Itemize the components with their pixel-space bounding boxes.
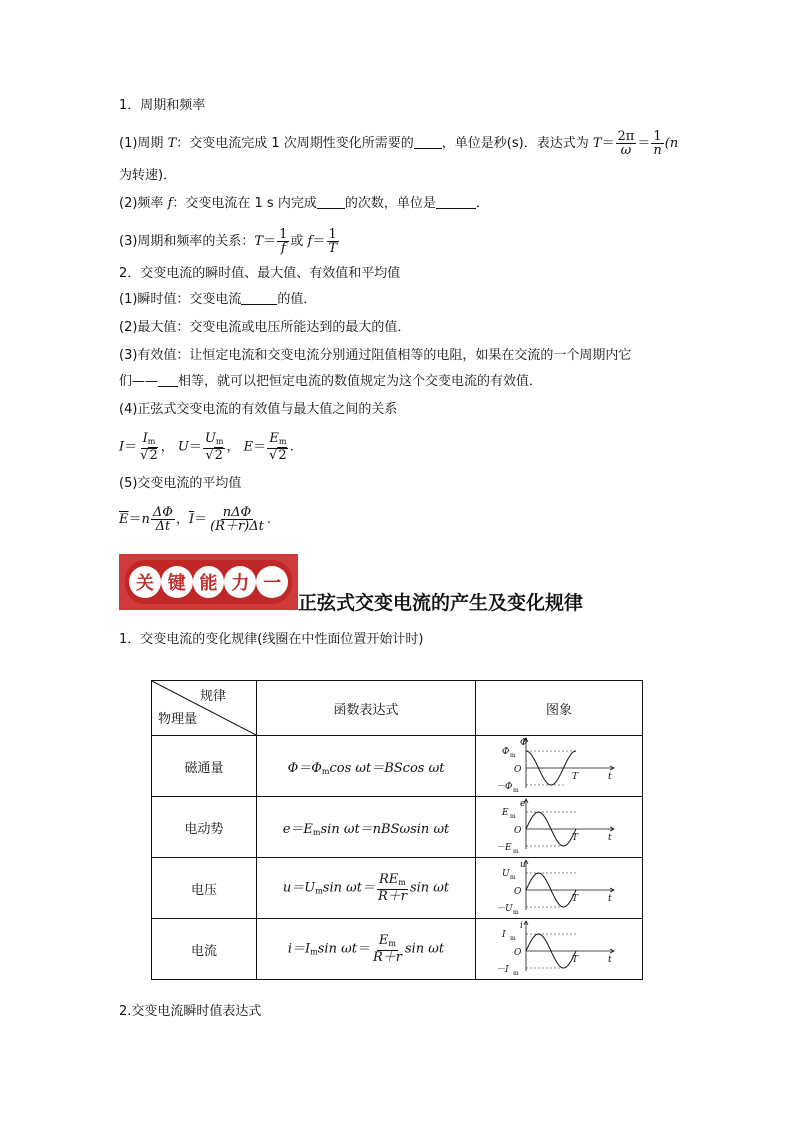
max-label: E: [502, 808, 509, 818]
blank-period[interactable]: [414, 136, 442, 149]
min-label: －I: [496, 965, 509, 975]
effective-max-relation: I＝ $\frac{I_m}{√2}$ ， U＝ $\frac{U_m}{√2}$ ， E＝ $\frac{E_m}{√2}$ .: [119, 431, 294, 463]
key-ability-banner: [119, 554, 298, 610]
relation-line: (3)周期和频率的关系：T＝ $\frac{1}{f}$ 或 f＝ $\frac{1}{T}$: [119, 227, 338, 256]
row-name-current: 电流: [152, 919, 257, 980]
fraction-2pi-omega: $\frac{2\pi}{\omega}$: [617, 129, 635, 158]
current-graph: [494, 919, 624, 975]
max-sub: m: [510, 935, 516, 942]
min-sub: m: [513, 909, 519, 914]
relation-title: (4)正弦式交变电流的有效值与最大值之间的关系: [119, 402, 398, 417]
fraction-1-n: $\frac{1}{n}$: [653, 129, 662, 158]
row-formula-emf: $e=E_m\sin$ ωt＝nBSωsin ωt: [257, 797, 476, 858]
flux-graph: [494, 736, 624, 792]
origin-label: O: [514, 887, 522, 897]
fraction-1-f: $\frac{1}{f}$: [279, 227, 288, 256]
banner-char: 能: [193, 566, 225, 598]
banner-char: 一: [256, 566, 288, 598]
period-line: (1)周期 T：交变电流完成 1 次周期性变化所需要的 ，单位是秒(s)．表达式为 T＝ $\frac{2\pi}{\omega}$ ＝ $\frac{1}{n}$ (n: [119, 129, 679, 158]
table-2-title: 2.交变电流瞬时值表达式: [119, 1004, 262, 1019]
average-formula: $\overline{E}=n$ $\frac{\Delta\Phi}{\Delta t}$ ，$\overline{I}=$ $\frac{\text{nΔΦ}}{(R+r)\Delta t}$ .: [119, 505, 272, 534]
row-graph-flux: [476, 736, 643, 797]
blank-frequency-unit[interactable]: [436, 196, 476, 209]
banner-char: 键: [161, 566, 193, 598]
period-label: T: [572, 772, 579, 782]
row-formula-voltage: $u=U_m\sin$ ωt＝ $\frac{RE_m}{R+r}$ sin ωt: [257, 858, 476, 919]
banner-char: 力: [224, 566, 256, 598]
min-label: －U: [496, 904, 513, 914]
header-graph: 图象: [476, 681, 643, 736]
row-graph-voltage: [476, 858, 643, 919]
period-label: T: [572, 833, 579, 843]
voltage-graph: [494, 858, 624, 914]
fraction-1-T: $\frac{1}{T}$: [328, 227, 338, 256]
blank-effective[interactable]: [158, 374, 178, 387]
diagonal-header-cell: 规律 物理量: [152, 681, 257, 736]
origin-label: O: [514, 948, 522, 958]
period-line-cont: 为转速)．: [119, 168, 177, 183]
min-sub: m: [513, 787, 519, 792]
time-label: t: [608, 772, 612, 782]
table-1-title: 1．交变电流的变化规律(线圈在中性面位置开始计时): [119, 632, 424, 647]
axis-label: e: [520, 799, 526, 809]
emf-graph: [494, 797, 624, 853]
row-formula-current: $i=I_m\sin$ ωt＝ $\frac{E_m}{R+r}$ sin ωt: [257, 919, 476, 980]
section-heading: 正弦式交变电流的产生及变化规律: [298, 592, 584, 614]
average-title: (5)交变电流的平均值: [119, 476, 242, 491]
max-label: I: [502, 930, 506, 940]
blank-instant[interactable]: [241, 292, 277, 305]
effective-value-line-cont: 们—— 相等，就可以把恒定电流的数值规定为这个交变电流的有效值．: [119, 374, 543, 389]
min-sub: m: [513, 970, 519, 975]
origin-label: O: [514, 826, 522, 836]
min-label: －Φ: [496, 782, 513, 792]
axis-label: i: [520, 921, 523, 931]
row-graph-current: [476, 919, 643, 980]
max-label: Φ: [502, 747, 510, 757]
banner-char: 关: [129, 566, 161, 598]
blank-frequency-count[interactable]: [317, 196, 345, 209]
time-label: t: [608, 894, 612, 904]
variation-law-table: [151, 680, 643, 980]
row-formula-flux: $\Phi=\Phi_m\cos$ ωt＝BScos ωt: [257, 736, 476, 797]
time-label: t: [608, 955, 612, 965]
row-name-emf: 电动势: [152, 797, 257, 858]
effective-value-line: (3)有效值：让恒定电流和交变电流分别通过阻值相等的电阻，如果在交流的一个周期内它: [119, 348, 632, 363]
origin-label: O: [514, 765, 522, 775]
max-sub: m: [510, 752, 516, 759]
period-label: T: [572, 894, 579, 904]
max-sub: m: [510, 874, 516, 881]
row-graph-emf: [476, 797, 643, 858]
frequency-line: (2)频率 f：交变电流在 1 s 内完成 的次数，单位是 ．: [119, 196, 489, 211]
section-2-title: 2．交变电流的瞬时值、最大值、有效值和平均值: [119, 266, 401, 281]
max-value-line: (2)最大值：交变电流或电压所能达到的最大的值．: [119, 320, 411, 335]
max-sub: m: [510, 813, 516, 820]
axis-label: Φ: [520, 738, 528, 748]
row-name-flux: 磁通量: [152, 736, 257, 797]
period-label: T: [572, 955, 579, 965]
section-1-title: 1．周期和频率: [119, 98, 206, 113]
min-sub: m: [513, 848, 519, 853]
instant-value-line: (1)瞬时值：交变电流 的值．: [119, 292, 317, 307]
max-label: U: [502, 869, 510, 879]
header-formula: 函数表达式: [257, 681, 476, 736]
axis-label: u: [520, 860, 526, 870]
time-label: t: [608, 833, 612, 843]
row-name-voltage: 电压: [152, 858, 257, 919]
min-label: －E: [496, 843, 512, 853]
